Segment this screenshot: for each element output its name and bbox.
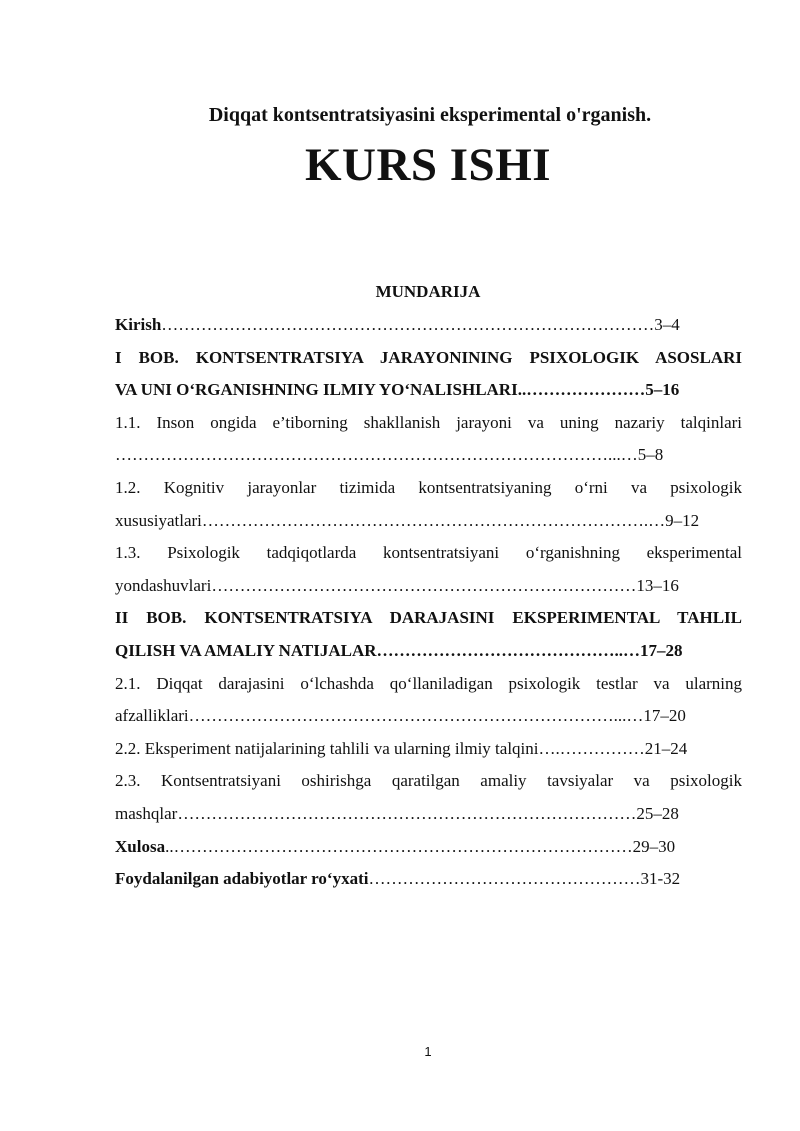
toc-entry-references-label: Foydalanilgan adabiyotlar ro‘yxati bbox=[115, 869, 369, 889]
toc-heading: MUNDARIJA bbox=[375, 282, 481, 301]
toc-entry-xulosa-label: Xulosa bbox=[115, 836, 166, 856]
toc-section-1-3-line-1: 1.3. Psixologik tadqiqotlarda kontsentratsiyani o‘rganishning eksperimental bbox=[115, 543, 742, 563]
toc-entry-xulosa-pages: ..………………………………………………………………………29–30 bbox=[165, 836, 676, 856]
toc-entry-xulosa bbox=[115, 831, 742, 864]
toc-chapter-2-line-2: QILISH VA AMALIY NATIJALAR……………………………………..…17–28 bbox=[115, 640, 683, 660]
toc-entry-kirish bbox=[115, 309, 742, 342]
toc-chapter-2-line-1: II BOB. KONTSENTRATSIYA DARAJASINI EKSPERIMENTAL TAHLIL bbox=[115, 608, 742, 628]
document-subtitle: Diqqat kontsentratsiyasini eksperimental o'rganish. bbox=[208, 104, 652, 126]
toc-section-1-2-line-2: xususiyatlari…………………………………………………………………….…9–12 bbox=[115, 510, 700, 530]
table-of-contents bbox=[115, 309, 742, 896]
toc-entry-kirish-label: Kirish bbox=[115, 315, 162, 334]
toc-section-1-3-line-2: yondashuvlari…………………………………………………………………13–16 bbox=[115, 575, 679, 595]
toc-section-1-2-line-1: 1.2. Kognitiv jarayonlar tizimida kontsentratsiyaning o‘rni va psixologik bbox=[115, 477, 742, 497]
toc-section-2-1-line-1: 2.1. Diqqat darajasini o‘lchashda qo‘llaniladigan psixologik testlar va ularning bbox=[115, 673, 742, 693]
page-number: 1 bbox=[424, 1044, 432, 1059]
toc-entry-kirish-pages: ……………………………………………………………………………3–4 bbox=[161, 315, 680, 334]
document-title: KURS ISHI bbox=[304, 139, 552, 191]
toc-section-2-3-line-2: mashqlar………………………………………………………………………25–28 bbox=[115, 803, 679, 823]
toc-section-1-1-line-2: ……………………………………………………………………………...…5–8 bbox=[115, 445, 664, 465]
toc-entry-references-pages: …………………………………………31-32 bbox=[368, 869, 681, 889]
toc-chapter-1-line-1: I BOB. KONTSENTRATSIYA JARAYONINING PSIXOLOGIK ASOSLARI bbox=[115, 347, 742, 367]
toc-section-2-1-line-2: afzalliklari…………………………………………………………………...…17–20 bbox=[115, 706, 686, 726]
toc-entry-references bbox=[115, 863, 742, 896]
toc-chapter-1-line-2: VA UNI O‘RGANISHNING ILMIY YO‘NALISHLARI..…………………5–16 bbox=[115, 380, 680, 400]
toc-section-1-1-line-1: 1.1. Inson ongida e’tiborning shakllanish jarayoni va uning nazariy talqinlari bbox=[115, 412, 742, 432]
toc-section-2-3-line-1: 2.3. Kontsentratsiyani oshirishga qaratilgan amaliy tavsiyalar va psixologik bbox=[115, 771, 742, 791]
toc-section-2-2: 2.2. Eksperiment natijalarining tahlili va ularning ilmiy talqini….……………21–24 bbox=[115, 738, 688, 758]
